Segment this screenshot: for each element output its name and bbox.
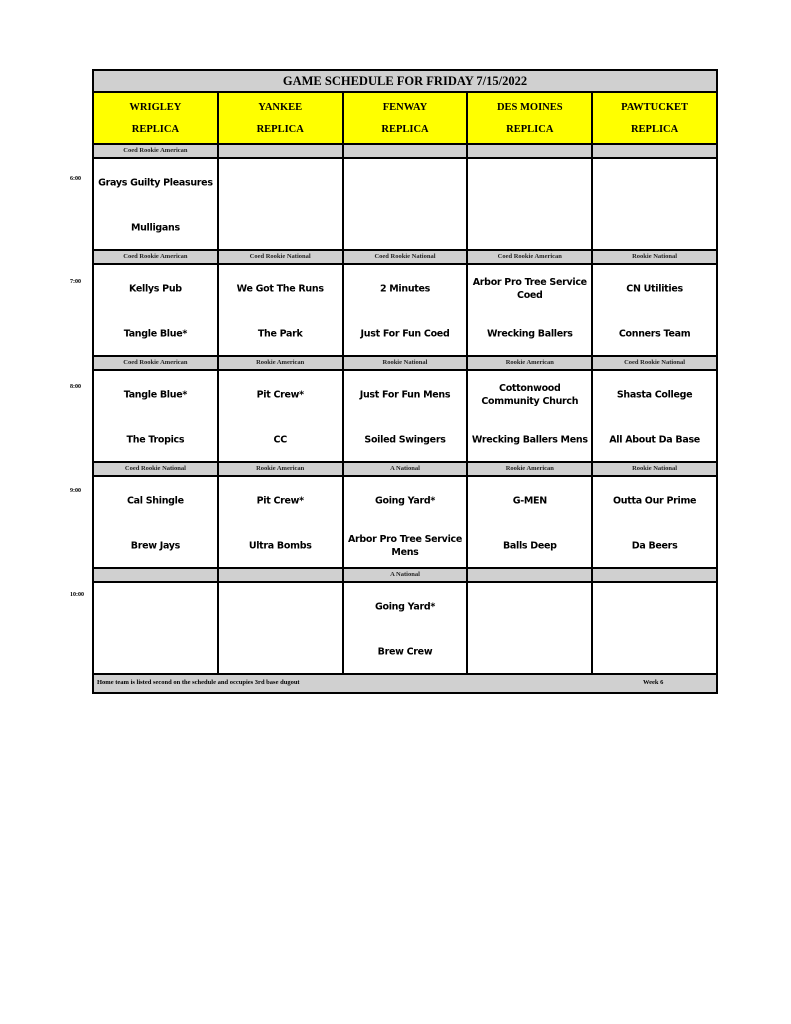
- division-label: Rookie National: [632, 465, 678, 472]
- away-team: Pit Crew*: [256, 495, 304, 507]
- footer-note: Home team is listed second on the schedule and occupies 3rd base dugout: [97, 679, 300, 686]
- game-cell: [344, 159, 469, 249]
- home-team: All About Da Base: [609, 434, 700, 446]
- division-label: [94, 569, 219, 581]
- home-team: Brew Crew: [377, 646, 433, 658]
- game-cell: [468, 159, 593, 249]
- home-team: Wrecking Ballers: [486, 328, 573, 340]
- game-cell: [468, 265, 593, 355]
- game-cell: [344, 265, 469, 355]
- time-label: 6:00: [70, 176, 81, 182]
- division-label: Coed Rookie National: [624, 359, 686, 366]
- game-cell: [219, 371, 344, 461]
- away-team: We Got The Runs: [236, 283, 324, 295]
- division-label: Coed Rookie American: [94, 357, 219, 369]
- home-team: Conners Team: [618, 328, 691, 340]
- game-cell: [219, 477, 344, 567]
- division-label: A National: [344, 569, 469, 581]
- game-row: [94, 159, 716, 251]
- game-cell: [468, 583, 593, 673]
- field-header-fenway: [344, 93, 469, 143]
- home-team: CC: [273, 434, 287, 446]
- away-team: Cottonwood Community Church: [481, 383, 579, 407]
- game-cell: [593, 583, 716, 673]
- game-cell: [344, 583, 469, 673]
- division-label: Coed Rookie American: [468, 251, 593, 263]
- game-cell: [468, 371, 593, 461]
- division-label: Rookie American: [468, 463, 593, 475]
- away-team: Cal Shingle: [127, 495, 184, 507]
- game-cell: [468, 477, 593, 567]
- division-label: Rookie American: [219, 463, 344, 475]
- game-cell: [94, 583, 219, 673]
- schedule-footer: [94, 675, 716, 692]
- home-team: Arbor Pro Tree Service Mens: [347, 534, 463, 558]
- home-team: Ultra Bombs: [248, 540, 312, 552]
- field-sub: REPLICA: [630, 123, 679, 135]
- field-name: YANKEE: [258, 101, 303, 113]
- home-team: Mulligans: [130, 222, 180, 234]
- home-team: Wrecking Ballers Mens: [471, 434, 588, 446]
- home-team: The Tropics: [126, 434, 185, 446]
- game-cell: [219, 265, 344, 355]
- time-slots: [94, 145, 716, 675]
- field-header-row: [94, 93, 716, 145]
- field-name: DES MOINES: [496, 101, 563, 113]
- away-team: Just For Fun Mens: [359, 389, 451, 401]
- game-cell: [593, 265, 716, 355]
- field-sub: REPLICA: [381, 123, 429, 135]
- field-name: WRIGLEY: [129, 101, 182, 113]
- away-team: Going Yard*: [374, 495, 435, 507]
- home-team: Tangle Blue*: [123, 328, 188, 340]
- home-team: Just For Fun Coed: [360, 328, 450, 340]
- week-label: Week 6: [643, 679, 664, 686]
- game-cell: [94, 265, 219, 355]
- time-label: 9:00: [70, 488, 81, 494]
- division-label: [593, 145, 716, 157]
- field-sub: REPLICA: [131, 123, 180, 135]
- game-cell: [219, 583, 344, 673]
- game-cell: [219, 159, 344, 249]
- field-header-pawtucket: [593, 93, 716, 143]
- game-cell: [94, 371, 219, 461]
- division-label: Coed Rookie American: [94, 251, 219, 263]
- game-row: [94, 265, 716, 357]
- field-name: PAWTUCKET: [621, 101, 689, 113]
- game-row: [94, 583, 716, 675]
- division-label: Coed Rookie National: [219, 251, 344, 263]
- division-label: [468, 569, 593, 581]
- away-team: Arbor Pro Tree Service Coed: [472, 277, 587, 301]
- division-label: A National: [344, 463, 469, 475]
- division-row: [94, 145, 716, 159]
- away-team: Grays Guilty Pleasures: [98, 177, 213, 189]
- division-label: Rookie American: [468, 357, 593, 369]
- division-label: Rookie American: [219, 357, 344, 369]
- game-cell: [344, 371, 469, 461]
- schedule-table: [92, 69, 718, 694]
- game-cell: [593, 159, 716, 249]
- game-row: [94, 371, 716, 463]
- game-cell: [593, 371, 716, 461]
- away-team: Going Yard*: [374, 601, 435, 613]
- division-row: [94, 569, 716, 583]
- game-cell: [593, 477, 716, 567]
- schedule-title: GAME SCHEDULE FOR FRIDAY 7/15/2022: [94, 71, 716, 93]
- division-label: Rookie National: [632, 253, 678, 260]
- home-team: The Park: [257, 328, 303, 340]
- home-team: Brew Jays: [130, 540, 181, 552]
- away-team: Kellys Pub: [128, 283, 182, 295]
- division-label: [219, 145, 344, 157]
- field-sub: REPLICA: [256, 123, 304, 135]
- division-row: [94, 463, 716, 477]
- division-label: [219, 569, 344, 581]
- division-row: [94, 251, 716, 265]
- away-team: Tangle Blue*: [123, 389, 188, 401]
- home-team: Soiled Swingers: [364, 434, 446, 446]
- field-name: FENWAY: [382, 101, 428, 113]
- field-sub: REPLICA: [506, 123, 554, 135]
- time-label: 10:00: [70, 592, 84, 598]
- away-team: CN Utilities: [626, 283, 683, 295]
- home-team: Da Beers: [631, 540, 678, 552]
- division-label: [344, 145, 469, 157]
- time-label: 7:00: [70, 279, 81, 285]
- division-label: Coed Rookie National: [344, 251, 469, 263]
- division-label: [593, 569, 716, 581]
- home-team: Balls Deep: [502, 540, 557, 552]
- time-label: 8:00: [70, 384, 81, 390]
- game-cell: [94, 477, 219, 567]
- game-cell: [344, 477, 469, 567]
- division-label: [468, 145, 593, 157]
- field-header-wrigley: [94, 93, 219, 143]
- division-label: Coed Rookie National: [94, 463, 219, 475]
- field-header-des-moines: [468, 93, 593, 143]
- away-team: Shasta College: [616, 389, 693, 401]
- game-cell: [94, 159, 219, 249]
- division-label: Coed Rookie American: [94, 145, 219, 157]
- game-row: [94, 477, 716, 569]
- away-team: G-MEN: [512, 495, 547, 507]
- field-header-yankee: [219, 93, 344, 143]
- away-team: 2 Minutes: [379, 283, 431, 295]
- division-label: Rookie National: [344, 357, 469, 369]
- away-team: Outta Our Prime: [612, 495, 697, 507]
- division-row: [94, 357, 716, 371]
- away-team: Pit Crew*: [256, 389, 304, 401]
